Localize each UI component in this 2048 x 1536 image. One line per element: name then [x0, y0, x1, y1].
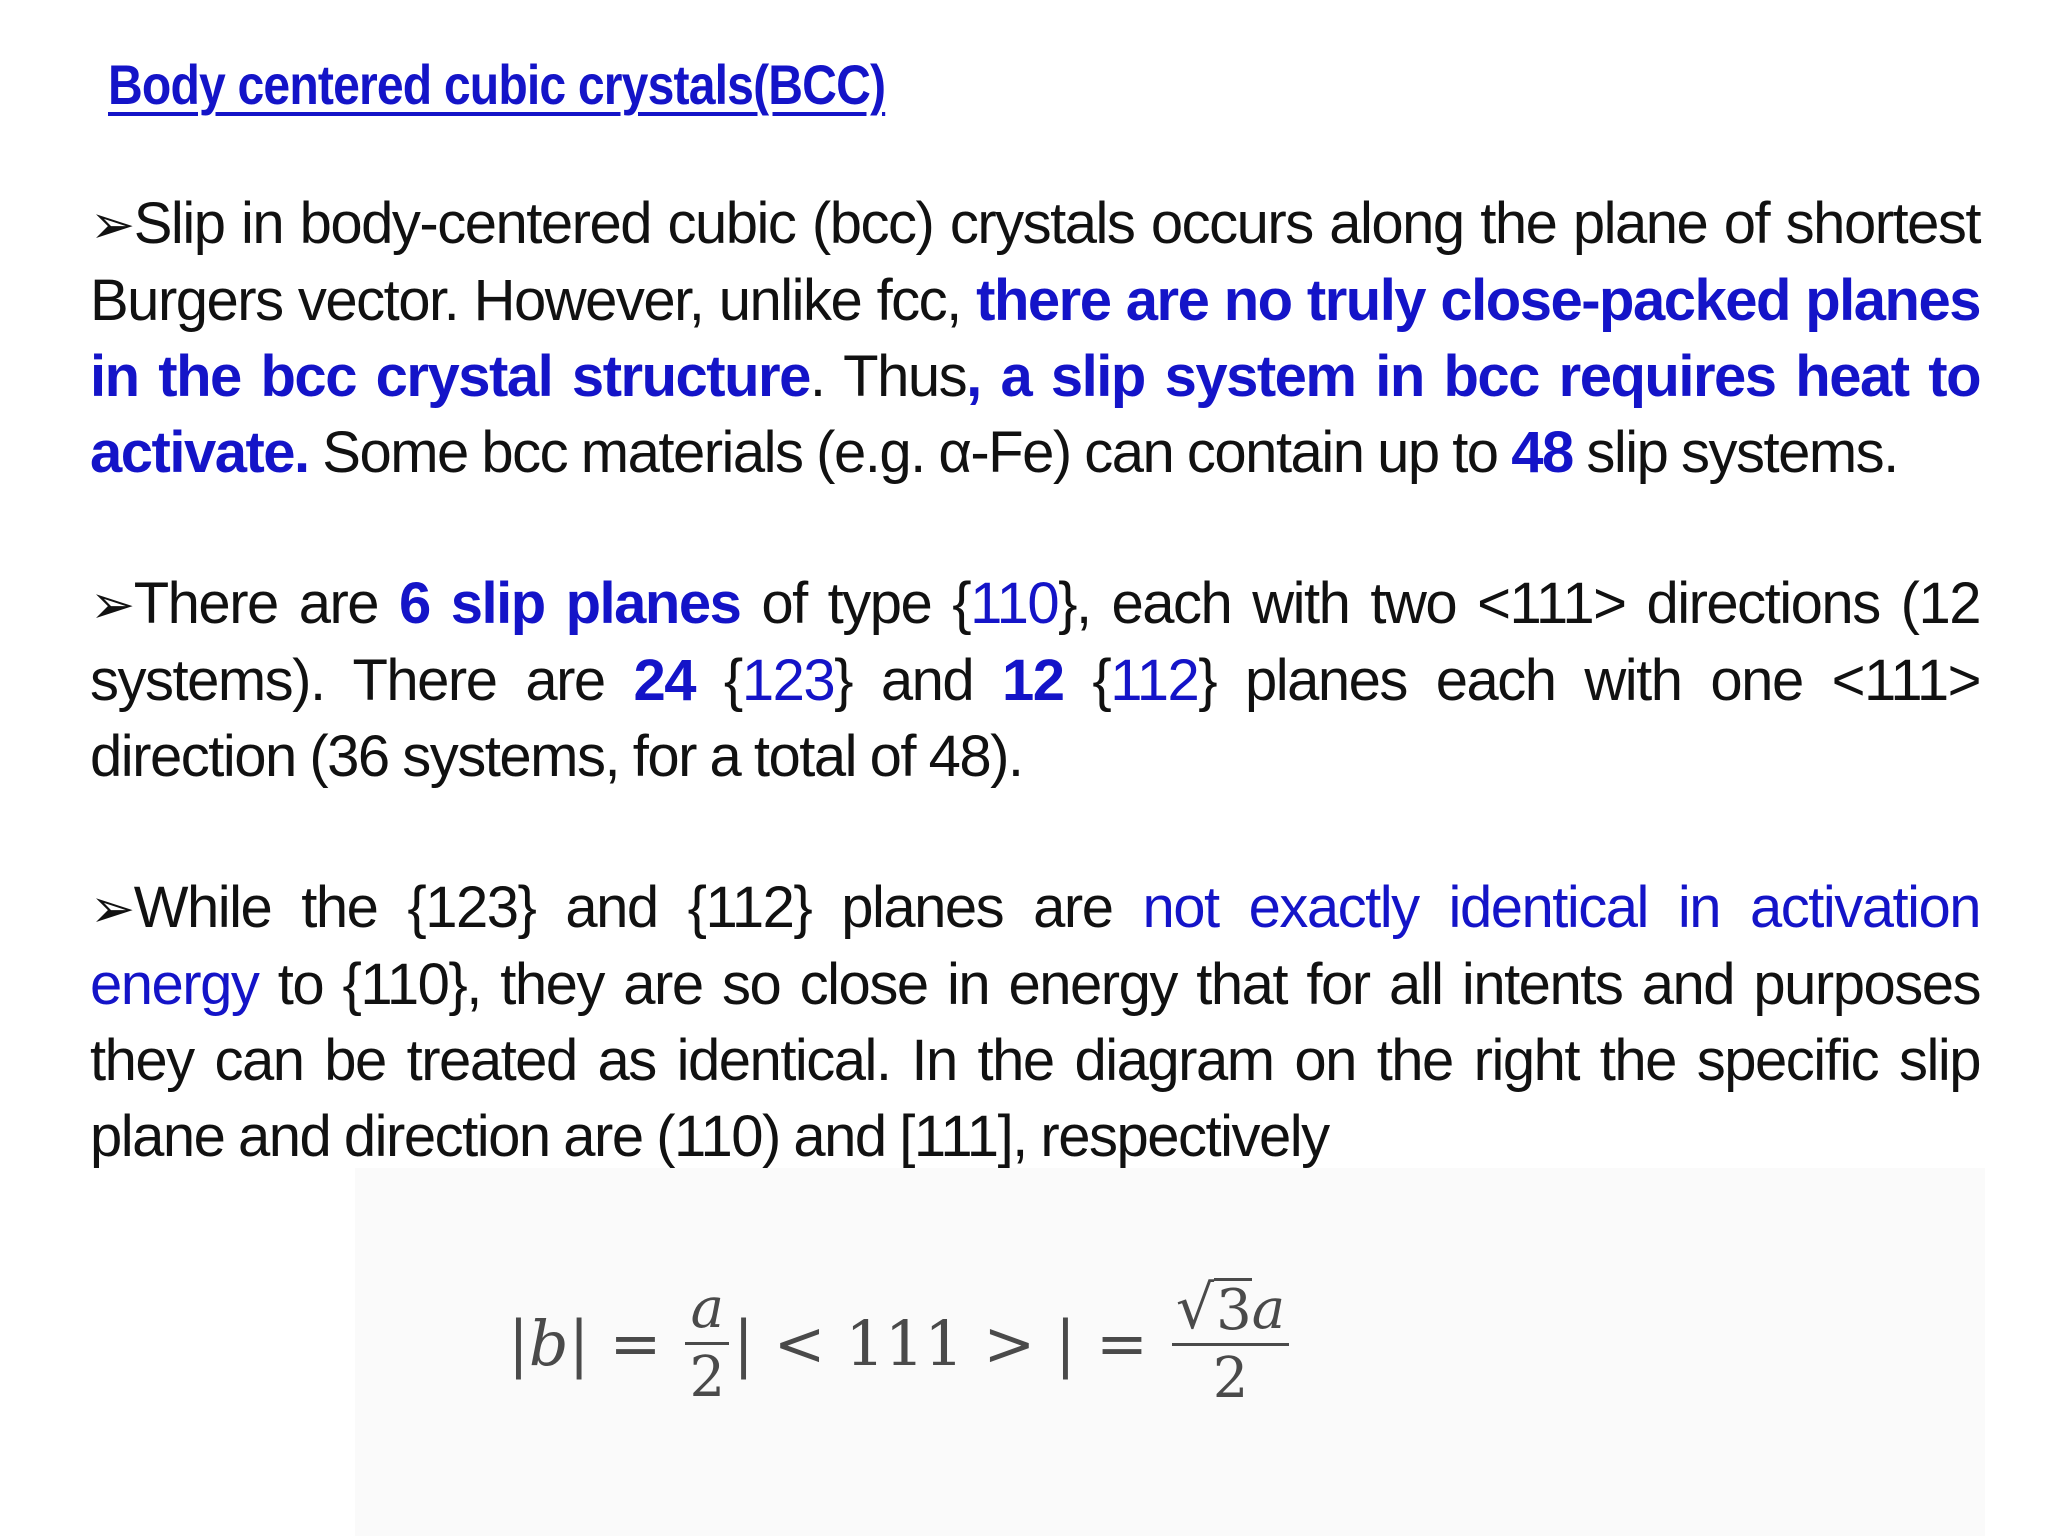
formula-direction-magnitude: | < 111 > | — [733, 1306, 1076, 1380]
formula-fraction-sqrt3a-over-2 — [1172, 1272, 1289, 1412]
formula-equals: = — [1095, 1306, 1148, 1380]
square-root — [1175, 1272, 1252, 1343]
text-segment: to {110}, they are so close in energy that for all intents and purposes they can be treated as identical. In the diagram on the right the specific slip plane and direction are (110) and [111], respectively — [90, 952, 1980, 1169]
sqrt-argument: 3 — [1216, 1277, 1252, 1343]
text-segment: } and — [834, 648, 1002, 713]
highlight-6-slip-planes: 6 slip planes — [399, 571, 741, 636]
formula-denominator: 2 — [689, 1344, 726, 1410]
sqrt-sign-icon: √ — [1175, 1272, 1215, 1343]
highlight-48: 48 — [1511, 420, 1573, 485]
text-segment: { — [1063, 648, 1111, 713]
highlight-requires-heat: , a slip system in bcc requires heat to activate. — [90, 344, 1981, 485]
formula-denominator: 2 — [1212, 1345, 1249, 1411]
arrow-bullet-icon: ➢ — [90, 195, 134, 255]
arrow-bullet-icon: ➢ — [90, 575, 134, 635]
text-segment: While the {123} and {112} planes are — [133, 875, 1143, 940]
formula-equals: = — [609, 1306, 662, 1380]
burgers-vector-formula — [508, 1258, 1293, 1428]
paragraph-slip-planes — [90, 566, 1980, 795]
paragraph-slip-bcc — [90, 186, 1980, 491]
formula-abs-close: | — [568, 1306, 590, 1380]
paragraph-activation-energy — [90, 870, 1980, 1175]
formula-fraction-a-over-2 — [685, 1276, 729, 1411]
highlight-110: 110 — [970, 571, 1059, 636]
highlight-no-close-packed: there are no truly close-packed planes in the bcc crystal structure — [90, 268, 1980, 409]
highlight-activation-energy: not exactly identical in activation energy — [90, 875, 1980, 1017]
formula-variable-a: a — [1251, 1276, 1286, 1342]
highlight-112: 112 — [1110, 648, 1199, 713]
formula-numerator: a — [690, 1275, 724, 1341]
text-segment: } planes each with one <111> direction (36 systems, for a total of 48). — [90, 648, 1980, 789]
text-segment: Slip in body-centered cubic (bcc) crystals occurs along the plane of shortest Burgers vector. However, unlike fcc, — [90, 191, 1980, 333]
highlight-24: 24 — [633, 648, 696, 713]
text-segment: Some bcc materials (e.g. α-Fe) can contain up to — [308, 420, 1512, 485]
text-segment: . Thus — [809, 344, 967, 409]
highlight-123: 123 — [741, 648, 835, 713]
highlight-12: 12 — [1002, 648, 1064, 713]
text-segment: slip systems. — [1572, 420, 1898, 485]
text-segment: { — [695, 648, 742, 713]
text-segment: There are — [133, 571, 400, 636]
arrow-bullet-icon: ➢ — [90, 879, 134, 939]
formula-numerator — [1172, 1272, 1289, 1343]
text-segment: }, each with two <111> directions (12 systems). There are — [90, 571, 1980, 713]
slide-title: Body centered cubic crystals(BCC) — [108, 53, 886, 116]
formula-abs-open: | — [508, 1306, 529, 1380]
formula-variable-b: b — [528, 1306, 569, 1380]
text-segment: of type { — [740, 571, 971, 636]
